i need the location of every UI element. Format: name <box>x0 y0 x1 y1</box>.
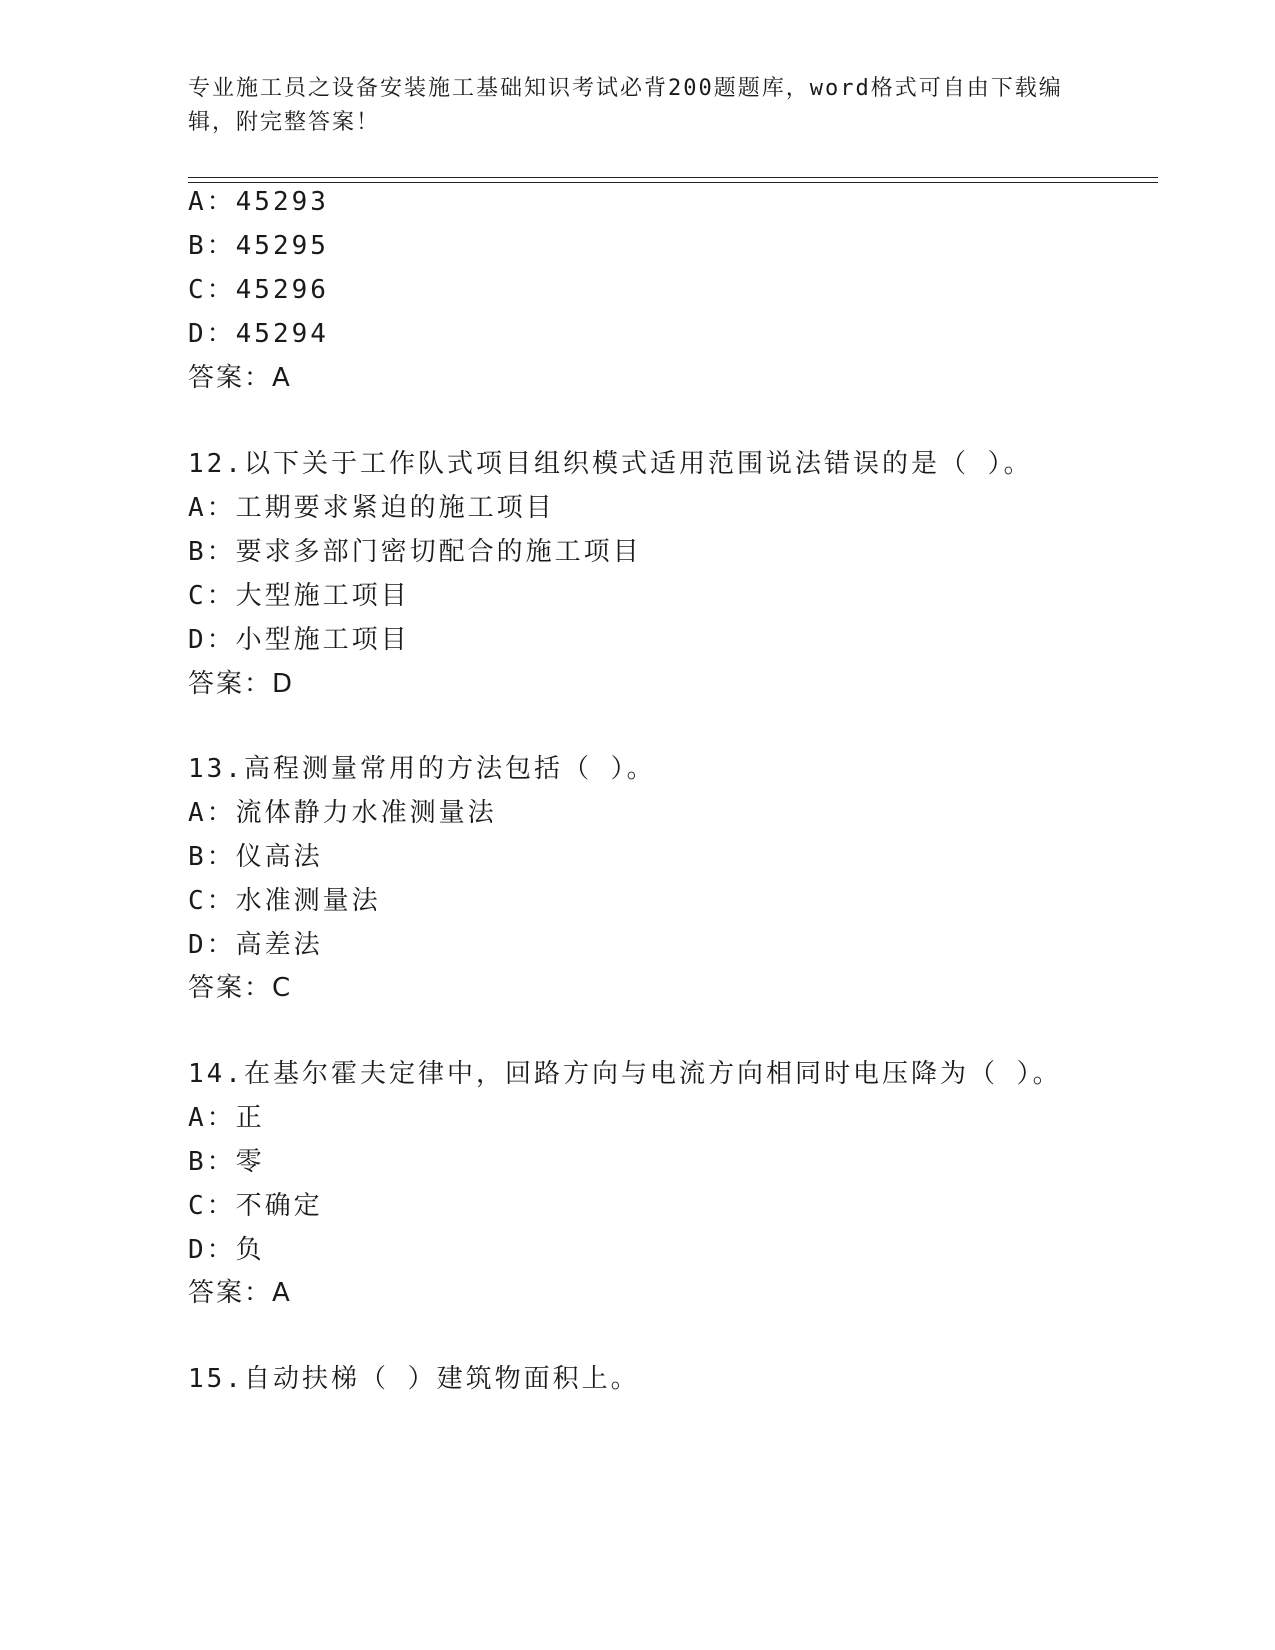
option-a: A：45293 <box>188 187 329 217</box>
header-divider <box>188 177 1158 183</box>
option-b: B：零 <box>188 1147 265 1177</box>
document-header: 专业施工员之设备安装施工基础知识考试必背200题题库，word格式可自由下载编辑，附完整答案！ <box>188 76 1063 135</box>
answer-line: 答案：C <box>188 973 293 1003</box>
option-b: B：要求多部门密切配合的施工项目 <box>188 537 642 567</box>
option-d: D：高差法 <box>188 930 323 960</box>
option-c: C：不确定 <box>188 1191 323 1221</box>
answer-line: 答案：D <box>188 669 295 699</box>
option-d: D：负 <box>188 1235 265 1265</box>
answer-line: 答案：A <box>188 1278 292 1308</box>
answer-line: 答案：A <box>188 363 292 393</box>
option-c: C：大型施工项目 <box>188 581 410 611</box>
question-stem: 14.在基尔霍夫定律中，回路方向与电流方向相同时电压降为（ ）。 <box>188 1059 1062 1089</box>
question-stem: 12.以下关于工作队式项目组织模式适用范围说法错误的是（ ）。 <box>188 449 1033 479</box>
option-b: B：45295 <box>188 231 329 261</box>
option-b: B：仪高法 <box>188 842 323 872</box>
question-stem: 13.高程测量常用的方法包括（ ）。 <box>188 754 656 784</box>
question-stem: 15.自动扶梯（ ）建筑物面积上。 <box>188 1364 640 1394</box>
option-a: A：工期要求紧迫的施工项目 <box>188 493 555 523</box>
option-d: D：小型施工项目 <box>188 625 410 655</box>
option-c: C：45296 <box>188 275 329 305</box>
option-c: C：水准测量法 <box>188 886 381 916</box>
option-a: A：流体静力水准测量法 <box>188 798 497 828</box>
option-d: D：45294 <box>188 319 329 349</box>
option-a: A：正 <box>188 1103 265 1133</box>
